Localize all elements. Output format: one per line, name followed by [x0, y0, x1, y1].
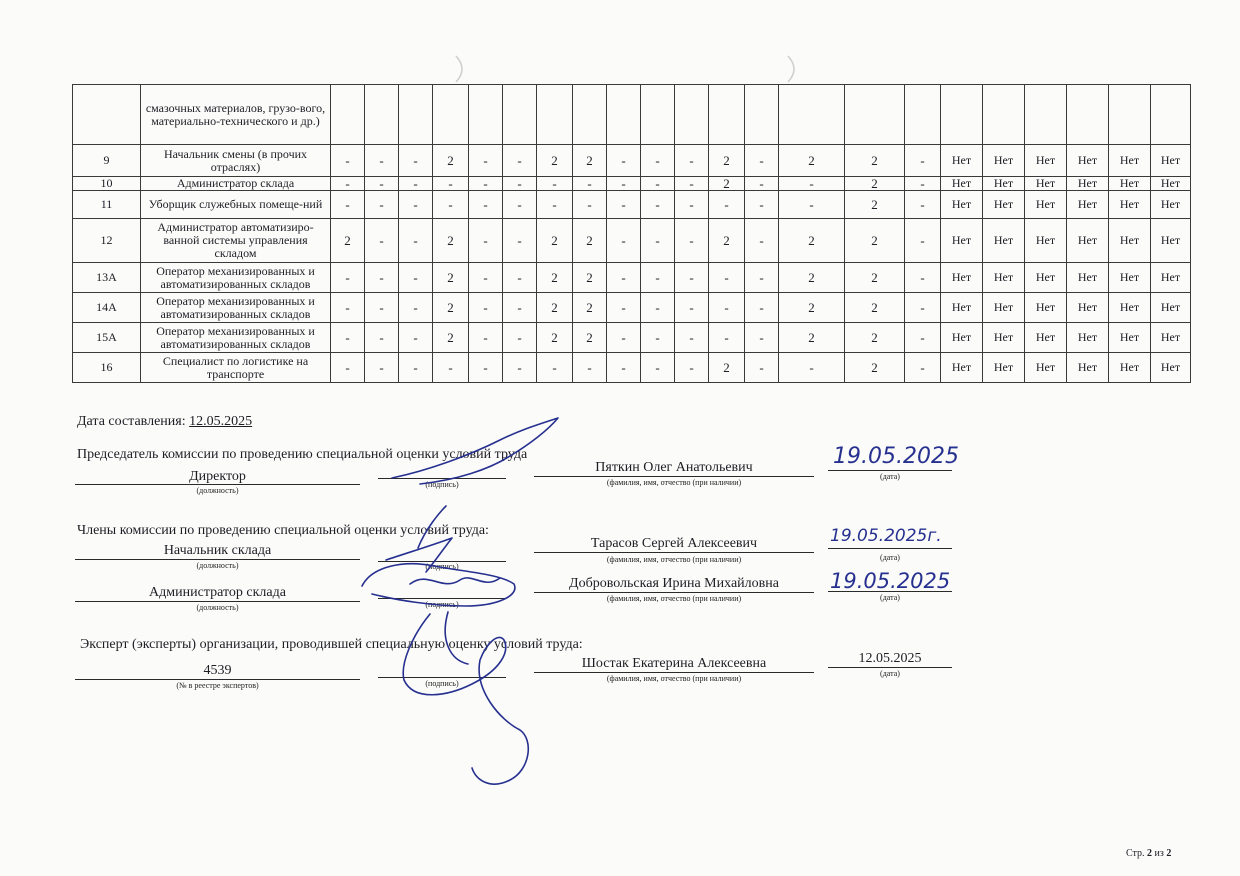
factor-value-cell: - — [399, 145, 433, 177]
row-number-cell: 13А — [73, 263, 141, 293]
row-number-cell: 9 — [73, 145, 141, 177]
factor-value-cell: - — [503, 353, 537, 383]
factor-value-cell: - — [607, 191, 641, 219]
factor-value-cell: - — [503, 219, 537, 263]
table-row — [73, 293, 1191, 323]
factor-value-cell: 2 — [573, 263, 607, 293]
punch-hole-mark — [784, 54, 802, 84]
factor-value-cell: - — [641, 293, 675, 323]
factor-value-cell: - — [331, 263, 365, 293]
row-number-cell: 12 — [73, 219, 141, 263]
factor-value-cell: - — [709, 323, 745, 353]
expert-name-line — [534, 672, 814, 673]
factor-value-cell: 2 — [709, 177, 745, 191]
factor-value-cell: - — [399, 219, 433, 263]
factor-value-cell: - — [399, 353, 433, 383]
factor-value-cell: - — [905, 177, 941, 191]
guarantee-cell: Нет — [983, 323, 1025, 353]
factor-value-cell: - — [905, 145, 941, 177]
expert-date-caption: (дата) — [880, 669, 900, 678]
chairman-name-caption: (фамилия, имя, отчество (при наличии) — [606, 478, 742, 487]
guarantee-cell: Нет — [1025, 219, 1067, 263]
factor-value-cell: - — [433, 191, 469, 219]
factor-value-cell: - — [675, 177, 709, 191]
factor-value-cell: - — [503, 323, 537, 353]
factor-value-cell: 2 — [433, 219, 469, 263]
factor-value-cell: 2 — [779, 263, 845, 293]
factor-value-cell: 2 — [537, 323, 573, 353]
factor-value-cell: 2 — [573, 145, 607, 177]
factor-value-cell: - — [641, 323, 675, 353]
chairman-date-line — [828, 470, 952, 471]
date-compiled-label: Дата составления: — [77, 414, 186, 429]
chairman-signature-caption: (подпись) — [425, 480, 459, 489]
member-2-position-caption: (должность) — [196, 603, 239, 612]
factor-value-cell: - — [709, 293, 745, 323]
chairman-heading: Председатель комиссии по проведению специальной оценки условий труда — [77, 447, 528, 462]
factor-value-cell: - — [469, 177, 503, 191]
factor-value-cell: - — [709, 263, 745, 293]
factor-value-cell: - — [469, 145, 503, 177]
factor-value-cell: - — [607, 145, 641, 177]
factor-value-cell: 2 — [779, 293, 845, 323]
date-compiled — [77, 414, 252, 430]
job-title-cell: Начальник смены (в прочих отраслях) — [141, 145, 331, 177]
guarantee-cell: Нет — [1151, 219, 1191, 263]
factor-value-cell: - — [607, 353, 641, 383]
table-row — [73, 353, 1191, 383]
factor-value-cell: 2 — [433, 293, 469, 323]
table-row-continuation — [73, 85, 1191, 145]
factor-value-cell: - — [641, 191, 675, 219]
factor-value-cell: 2 — [573, 323, 607, 353]
factor-value-cell: - — [331, 353, 365, 383]
guarantee-cell: Нет — [1151, 323, 1191, 353]
table-body — [73, 85, 1191, 383]
member-1-position-caption: (должность) — [196, 561, 239, 570]
factor-value-cell: - — [779, 353, 845, 383]
guarantee-cell: Нет — [941, 145, 983, 177]
factor-value-cell: - — [365, 263, 399, 293]
member-2-date-caption: (дата) — [880, 593, 900, 602]
guarantee-cell: Нет — [1109, 191, 1151, 219]
row-number-cell: 15А — [73, 323, 141, 353]
chairman-signature-line — [378, 478, 506, 479]
guarantee-cell: Нет — [983, 353, 1025, 383]
factor-value-cell: - — [331, 145, 365, 177]
factor-value-cell: 2 — [433, 145, 469, 177]
factor-value-cell: - — [745, 191, 779, 219]
factor-value-cell: - — [905, 219, 941, 263]
expert-heading: Эксперт (эксперты) организации, проводившей специальную оценку условий труда: — [80, 637, 583, 652]
factor-value-cell: 2 — [537, 219, 573, 263]
table-row — [73, 263, 1191, 293]
member-2-position: Администратор склада — [149, 585, 286, 600]
guarantee-cell: Нет — [941, 293, 983, 323]
table-row — [73, 191, 1191, 219]
factor-value-cell: - — [537, 353, 573, 383]
factor-value-cell: - — [905, 353, 941, 383]
member-1-handwritten-date: 19.05.2025г. — [830, 526, 942, 546]
factor-value-cell: 2 — [433, 263, 469, 293]
page-number — [1126, 848, 1171, 859]
factor-value-cell: 2 — [845, 293, 905, 323]
guarantee-cell: Нет — [983, 293, 1025, 323]
table-row — [73, 145, 1191, 177]
guarantee-cell: Нет — [1109, 219, 1151, 263]
factor-value-cell: - — [537, 177, 573, 191]
factor-value-cell: - — [503, 177, 537, 191]
factor-value-cell: - — [573, 191, 607, 219]
factor-value-cell: - — [675, 353, 709, 383]
guarantee-cell: Нет — [983, 177, 1025, 191]
member-1-position: Начальник склада — [163, 543, 272, 558]
factor-value-cell: - — [469, 219, 503, 263]
factor-value-cell: - — [537, 191, 573, 219]
factor-value-cell: 2 — [779, 219, 845, 263]
guarantee-cell: Нет — [1025, 145, 1067, 177]
factor-value-cell: 2 — [433, 323, 469, 353]
factor-value-cell: 2 — [779, 323, 845, 353]
member-1-date-line — [828, 548, 952, 549]
members-heading: Члены комиссии по проведению специальной оценки условий труда: — [77, 523, 489, 538]
factor-value-cell: 2 — [845, 323, 905, 353]
member-1-signature-caption: (подпись) — [425, 562, 459, 571]
guarantee-cell: Нет — [1067, 263, 1109, 293]
factor-value-cell: - — [675, 191, 709, 219]
guarantee-cell: Нет — [1067, 191, 1109, 219]
factor-value-cell: 2 — [709, 145, 745, 177]
factor-value-cell: 2 — [779, 145, 845, 177]
job-title-cell: Уборщик служебных помеще-ний — [141, 191, 331, 219]
member-2-name-caption: (фамилия, имя, отчество (при наличии) — [606, 594, 742, 603]
factor-value-cell: - — [779, 177, 845, 191]
guarantee-cell: Нет — [1025, 323, 1067, 353]
guarantee-cell: Нет — [1151, 263, 1191, 293]
factor-value-cell: - — [365, 177, 399, 191]
factor-value-cell: - — [745, 293, 779, 323]
factor-value-cell: - — [905, 263, 941, 293]
factor-value-cell: - — [331, 293, 365, 323]
factor-value-cell: - — [745, 145, 779, 177]
row-number-cell: 16 — [73, 353, 141, 383]
guarantee-cell: Нет — [941, 177, 983, 191]
chairman-handwritten-date: 19.05.2025 — [833, 444, 959, 469]
factor-value-cell: 2 — [537, 263, 573, 293]
member-1-position-line — [75, 559, 360, 560]
job-title-cell: Администратор склада — [141, 177, 331, 191]
factor-value-cell: - — [469, 263, 503, 293]
row-number-cell: 10 — [73, 177, 141, 191]
guarantee-cell: Нет — [1151, 145, 1191, 177]
factor-value-cell: - — [905, 191, 941, 219]
expert-name-caption: (фамилия, имя, отчество (при наличии) — [606, 674, 742, 683]
guarantee-cell: Нет — [1025, 263, 1067, 293]
page-number-prefix: Стр. — [1126, 848, 1145, 859]
factor-value-cell: - — [675, 145, 709, 177]
factor-value-cell: - — [469, 293, 503, 323]
factor-value-cell: - — [365, 219, 399, 263]
factor-value-cell: - — [641, 177, 675, 191]
factor-value-cell: - — [365, 145, 399, 177]
row-number-cell: 11 — [73, 191, 141, 219]
factor-value-cell: - — [745, 353, 779, 383]
expert-signature-caption: (подпись) — [425, 679, 459, 688]
factor-value-cell: - — [365, 353, 399, 383]
member-2-name-line — [534, 592, 814, 593]
chairman-date-caption: (дата) — [880, 472, 900, 481]
guarantee-cell: Нет — [1151, 191, 1191, 219]
factor-value-cell: 2 — [845, 219, 905, 263]
job-title-cell: Специалист по логистике на транспорте — [141, 353, 331, 383]
guarantee-cell: Нет — [983, 263, 1025, 293]
factor-value-cell: - — [709, 191, 745, 219]
factor-value-cell: - — [607, 263, 641, 293]
guarantee-cell: Нет — [983, 191, 1025, 219]
guarantee-cell: Нет — [941, 263, 983, 293]
guarantee-cell: Нет — [1109, 323, 1151, 353]
guarantee-cell: Нет — [1109, 145, 1151, 177]
guarantee-cell: Нет — [1067, 353, 1109, 383]
factor-value-cell: 2 — [573, 219, 607, 263]
guarantee-cell: Нет — [1109, 353, 1151, 383]
guarantee-cell: Нет — [983, 219, 1025, 263]
member-2-signature-caption: (подпись) — [425, 600, 459, 609]
punch-hole-mark — [452, 54, 470, 84]
factor-value-cell: - — [469, 191, 503, 219]
chairman-position: Директор — [189, 469, 246, 484]
guarantee-cell: Нет — [1067, 145, 1109, 177]
factor-value-cell: 2 — [709, 219, 745, 263]
factor-value-cell: - — [399, 191, 433, 219]
guarantee-cell: Нет — [1025, 353, 1067, 383]
factor-value-cell: - — [365, 191, 399, 219]
factor-value-cell: - — [365, 293, 399, 323]
table-row — [73, 177, 1191, 191]
member-1-date-caption: (дата) — [880, 553, 900, 562]
guarantee-cell: Нет — [1067, 177, 1109, 191]
expert-name: Шостак Екатерина Алексеевна — [581, 656, 767, 671]
factor-value-cell: - — [675, 263, 709, 293]
row-number-cell: 14А — [73, 293, 141, 323]
page-number-separator: из — [1154, 848, 1164, 859]
factor-value-cell: - — [905, 323, 941, 353]
job-title-cell: Оператор механизированных и автоматизированных складов — [141, 323, 331, 353]
member-1-name-caption: (фамилия, имя, отчество (при наличии) — [606, 555, 742, 564]
expert-signature-line — [378, 677, 506, 678]
guarantee-cell: Нет — [941, 219, 983, 263]
factor-value-cell: - — [503, 263, 537, 293]
page-number-current: 2 — [1147, 848, 1153, 859]
guarantee-cell: Нет — [1025, 191, 1067, 219]
factor-value-cell: - — [469, 323, 503, 353]
expert-date: 12.05.2025 — [858, 651, 922, 666]
factor-value-cell: - — [745, 263, 779, 293]
expert-registry-number: 4539 — [203, 663, 232, 678]
factor-value-cell: - — [399, 177, 433, 191]
factor-value-cell: - — [331, 177, 365, 191]
factor-value-cell: 2 — [845, 191, 905, 219]
factor-value-cell: - — [675, 219, 709, 263]
chairman-position-caption: (должность) — [196, 486, 239, 495]
factor-value-cell: - — [503, 145, 537, 177]
factor-value-cell: - — [399, 323, 433, 353]
factor-value-cell: - — [641, 219, 675, 263]
factor-value-cell: - — [779, 191, 845, 219]
member-2-handwritten-date: 19.05.2025 — [830, 569, 951, 593]
factor-value-cell: - — [607, 177, 641, 191]
date-compiled-value: 12.05.2025 — [189, 414, 253, 429]
factor-value-cell: - — [745, 323, 779, 353]
guarantee-cell: Нет — [1109, 177, 1151, 191]
guarantee-cell: Нет — [1067, 293, 1109, 323]
row-continuation-text: смазочных материалов, грузо-вого, материально-технического и др.) — [141, 85, 331, 145]
factor-value-cell: 2 — [537, 145, 573, 177]
guarantee-cell: Нет — [1151, 177, 1191, 191]
job-title-cell: Оператор механизированных и автоматизированных складов — [141, 293, 331, 323]
factor-value-cell: - — [675, 293, 709, 323]
factor-value-cell: 2 — [845, 177, 905, 191]
job-title-cell: Оператор механизированных и автоматизированных складов — [141, 263, 331, 293]
factor-value-cell: 2 — [845, 263, 905, 293]
job-title-cell: Администратор автоматизиро-ванной системы управления складом — [141, 219, 331, 263]
factor-value-cell: - — [503, 293, 537, 323]
factor-value-cell: - — [641, 353, 675, 383]
factor-value-cell: 2 — [845, 353, 905, 383]
factor-value-cell: - — [399, 293, 433, 323]
factor-value-cell: - — [433, 177, 469, 191]
guarantee-cell: Нет — [1151, 353, 1191, 383]
guarantee-cell: Нет — [1151, 293, 1191, 323]
factor-value-cell: 2 — [573, 293, 607, 323]
factor-value-cell: - — [573, 353, 607, 383]
member-1-name-line — [534, 552, 814, 553]
factor-value-cell: - — [675, 323, 709, 353]
expert-registry-line — [75, 679, 360, 680]
member-1-name: Тарасов Сергей Алексеевич — [590, 536, 758, 551]
guarantee-cell: Нет — [1109, 263, 1151, 293]
factor-value-cell: - — [905, 293, 941, 323]
page-number-total: 2 — [1166, 848, 1172, 859]
member-2-date-line — [828, 591, 952, 592]
sout-results-table — [72, 84, 1191, 383]
factor-value-cell: 2 — [845, 145, 905, 177]
factor-value-cell: 2 — [537, 293, 573, 323]
member-2-name: Добровольская Ирина Михайловна — [569, 576, 779, 591]
factor-value-cell: - — [331, 191, 365, 219]
guarantee-cell: Нет — [1109, 293, 1151, 323]
factor-value-cell: - — [641, 145, 675, 177]
table-row — [73, 323, 1191, 353]
guarantee-cell: Нет — [983, 145, 1025, 177]
factor-value-cell: - — [331, 323, 365, 353]
guarantee-cell: Нет — [941, 353, 983, 383]
factor-value-cell: - — [399, 263, 433, 293]
factor-value-cell: - — [433, 353, 469, 383]
guarantee-cell: Нет — [941, 191, 983, 219]
chairman-name: Пяткин Олег Анатольевич — [595, 460, 753, 475]
guarantee-cell: Нет — [1025, 293, 1067, 323]
factor-value-cell: - — [745, 177, 779, 191]
factor-value-cell: - — [365, 323, 399, 353]
factor-value-cell: - — [607, 293, 641, 323]
expert-registry-caption: (№ в реестре экспертов) — [176, 681, 259, 690]
guarantee-cell: Нет — [1025, 177, 1067, 191]
guarantee-cell: Нет — [941, 323, 983, 353]
expert-date-line — [828, 667, 952, 668]
factor-value-cell: - — [573, 177, 607, 191]
factor-value-cell: - — [469, 353, 503, 383]
factor-value-cell: - — [607, 323, 641, 353]
factor-value-cell: - — [503, 191, 537, 219]
guarantee-cell: Нет — [1067, 323, 1109, 353]
member-2-signature-line — [378, 598, 506, 599]
chairman-position-line — [75, 484, 360, 485]
factor-value-cell: - — [641, 263, 675, 293]
member-2-position-line — [75, 601, 360, 602]
guarantee-cell: Нет — [1067, 219, 1109, 263]
factor-value-cell: 2 — [331, 219, 365, 263]
factor-value-cell: - — [745, 219, 779, 263]
factor-value-cell: 2 — [709, 353, 745, 383]
factor-value-cell: - — [607, 219, 641, 263]
chairman-name-line — [534, 476, 814, 477]
table-row — [73, 219, 1191, 263]
